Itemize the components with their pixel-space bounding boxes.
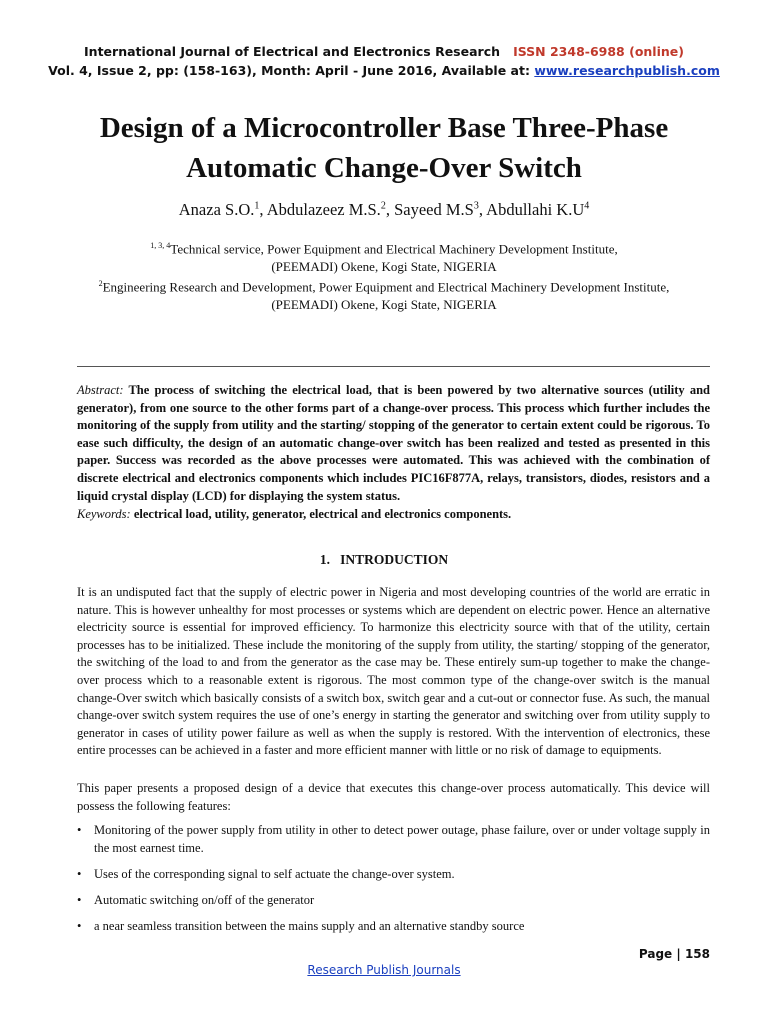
section-number: 1. [319, 552, 330, 567]
list-item: • Uses of the corresponding signal to self actuate the change-over system. [77, 866, 710, 884]
affiliation-line [60, 237, 708, 258]
affiliation-text: Technical service, Power Equipment and Electrical Machinery Development Institute, [170, 241, 618, 257]
journal-url-link[interactable]: www.researchpublish.com [534, 63, 720, 78]
section-heading [0, 552, 768, 568]
affiliation-line: (PEEMADI) Okene, Kogi State, NIGERIA [271, 297, 497, 313]
affiliation-text: Engineering Research and Development, Power Equipment and Electrical Machinery Development Institute, [102, 279, 670, 295]
abstract [77, 382, 710, 505]
intro-paragraph-2: This paper presents a proposed design of a device that executes this change-over process automatically. This device will possess the following features: [77, 781, 710, 813]
affiliation-sup: 2 [98, 279, 103, 289]
abstract-top-rule [77, 366, 710, 367]
list-item: • a near seamless transition between the mains supply and an alternative standby source [77, 918, 710, 936]
author-sup: 2 [380, 200, 386, 212]
page-value: 158 [684, 947, 710, 961]
intro-paragraph-1: It is an undisputed fact that the supply of electric power in Nigeria and most developing countries of the world are erratic in nature. This is however unhealthy for most processes or systems which are dependent on electric power. Hence an alternative electricity source is essential for improved efficiency. To harmonize this electricity source with that of the utility, certain processes has to be initialized. These include the monitoring of the supply from utility, the starting/ stopping of the generator, the switching of the load to and from the generator as the case may be. These entirely sum-up together to make the change-over process which to a reasonable extent is rigorous. The most common type of the change-over switch is the manual change-Over switch which basically consists of a switch box, switch gear and a cut-out or connector fuse. As such, the manual change-over switch system requires the use of one’s energy in starting the generator and switching over from utility supply to generator in cases of utility power failure as well as when the supply is restored. With the intervention of electronics, these entire processes can be achieved in a faster and more efficient manner with little or no risk of damage to equipments. [77, 585, 710, 758]
paper-title: Design of a Microcontroller Base Three-Phase Automatic Change-Over Switch [99, 112, 669, 184]
author-sup: 1 [254, 200, 260, 212]
issn: ISSN 2348-6988 (online) [513, 44, 684, 59]
journal-title-line [0, 42, 768, 61]
author-name: Abdulazeez M.S. [266, 200, 381, 219]
author-name: Abdullahi K.U [486, 200, 585, 219]
section-title: INTRODUCTION [340, 552, 449, 567]
author-name: Anaza S.O. [178, 200, 255, 219]
affiliation-sup: 1, 3, 4 [150, 241, 171, 250]
abstract-label: Abstract: [77, 383, 124, 397]
affiliation-line [60, 275, 708, 296]
journal-name: International Journal of Electrical and Electronics Research [84, 44, 501, 59]
keywords-label: Keywords: [77, 507, 131, 521]
journal-header [0, 42, 768, 80]
volume-info: Vol. 4, Issue 2, pp: (158-163), Month: April - June 2016, Available at: [48, 63, 530, 78]
volume-line [0, 61, 768, 80]
page-label: Page | [638, 947, 685, 961]
affiliations [60, 237, 708, 314]
footer [0, 963, 768, 977]
list-item: • Monitoring of the power supply from utility in other to detect power outage, phase failure, over or under voltage supply in the most earnest time. [77, 822, 710, 857]
author-name: Sayeed M.S [394, 200, 474, 219]
page-number [639, 947, 710, 961]
feature-list [77, 822, 710, 944]
keywords-text: electrical load, utility, generator, electrical and electronics components. [133, 507, 512, 521]
keywords [77, 507, 710, 522]
author-list: Anaza S.O.$^1$, Abdulazeez M.S.$^2$, Sayeed $M.S^3$, Abdullahi $K.U^4$ [178, 200, 590, 219]
publisher-link[interactable]: Research Publish Journals [307, 963, 461, 977]
abstract-text: The process of switching the electrical load, that is been powered by two alternative sources (utility and generator), from one source to the other forms part of a change-over process. This process which further includes the monitoring of the supply from utility and the starting/ stopping of the generator to certain extent could be rigorous. To ease such difficulty, the design of an automatic change-over switch has been realized and tested as presented in this paper. Success was recorded as the above processes were automated. This was achieved with the combination of discrete electrical and electronics components which includes PIC16F877A, relays, transistors, diodes, resistors and a liquid crystal display (LCD) for displaying the system status. [77, 383, 710, 503]
author-sup: 3 [473, 200, 479, 212]
affiliation-line: (PEEMADI) Okene, Kogi State, NIGERIA [271, 258, 497, 274]
list-item: • Automatic switching on/off of the generator [77, 892, 710, 910]
author-sup: 4 [584, 200, 590, 212]
